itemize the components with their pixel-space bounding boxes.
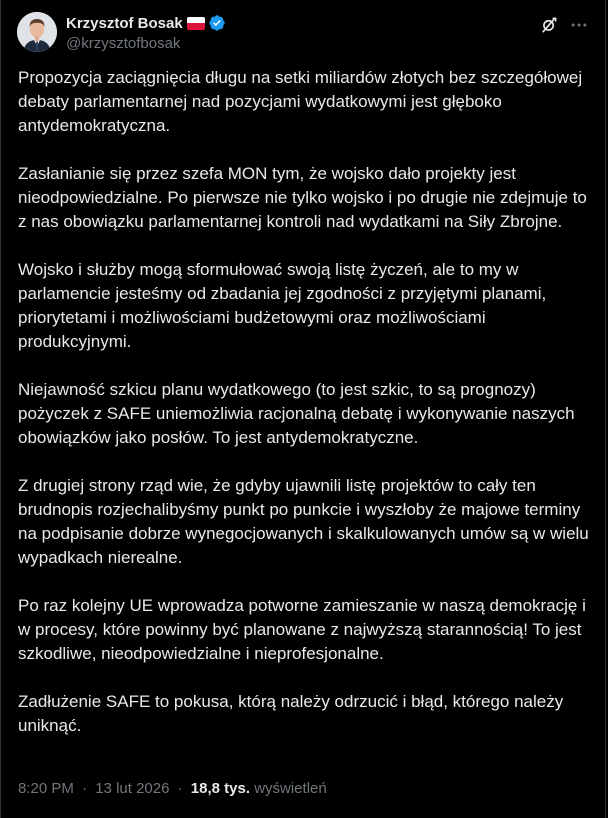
author-info [66, 13, 226, 52]
meta-separator: · [82, 780, 88, 797]
more-dots-icon[interactable] [569, 15, 589, 35]
views-count[interactable]: 18,8 tys. [190, 780, 251, 797]
name-row [66, 13, 226, 33]
views-label: wyświetleń [254, 780, 327, 797]
tweet-paragraph: Z drugiej strony rząd wie, że gdyby ujawnili listę projektów to cały ten brudnopis rozjechalibyśmy punkt po punkcie i wyszłoby że majowe terminy na podpisanie dobrze wynegocjowanych i skalkulowanych umów są w wielu wypadkach nierealne. [18, 476, 589, 567]
poland-flag-icon [187, 17, 205, 30]
verified-badge-icon[interactable] [208, 14, 226, 32]
tweet-time[interactable]: 8:20 PM [18, 780, 74, 797]
tweet-header [17, 12, 589, 54]
tweet-paragraph: Po raz kolejny UE wprowadza potworne zamieszanie w naszą demokrację i w procesy, które powinny być planowane z najwyższą starannością! To jest szkodliwe, nieodpowiedzialne i nieprofesjonalne. [18, 596, 586, 663]
tweet-paragraph: Zasłanianie się przez szefa MON tym, że wojsko dało projekty jest nieodpowiedzialne. Po pierwsze nie tylko wojsko i po drugie nie zdejmuje to z nas obowiązku parlamentarnej kontroli nad wydatkami na Siły Zbrojne. [18, 164, 587, 231]
tweet-date[interactable]: 13 lut 2026 [95, 780, 170, 797]
grok-icon[interactable] [539, 15, 559, 35]
avatar[interactable] [17, 12, 57, 52]
display-name[interactable]: Krzysztof Bosak [66, 14, 183, 32]
tweet-paragraph: Zadłużenie SAFE to pokusa, którą należy odrzucić i błąd, którego należy uniknąć. [18, 692, 564, 735]
tweet-paragraph: Propozycja zaciągnięcia długu na setki miliardów złotych bez szczegółowej debaty parlamentarnej nad pozycjami wydatkowymi jest głęboko antydemokratyczna. [18, 68, 583, 135]
tweet-paragraph: Wojsko i służby mogą sformułować swoją listę życzeń, ale to my w parlamencie jesteśmy od zbadania jej zgodności z przyjętymi planami, priorytetami i możliwościami budżetowymi oraz możliwościami produkcyjnymi. [18, 260, 547, 351]
tweet-meta [18, 779, 327, 799]
tweet-text [18, 66, 592, 762]
avatar-image [17, 12, 57, 52]
meta-separator: · [177, 780, 183, 797]
tweet-paragraph: Niejawność szkicu planu wydatkowego (to jest szkic, to są prognozy) pożyczek z SAFE uniemożliwia racjonalną debatę i wykonywanie naszych obowiązków jako posłów. To jest antydemokratyczne. [18, 380, 575, 447]
author-handle[interactable]: @krzysztofbosak [66, 35, 181, 52]
